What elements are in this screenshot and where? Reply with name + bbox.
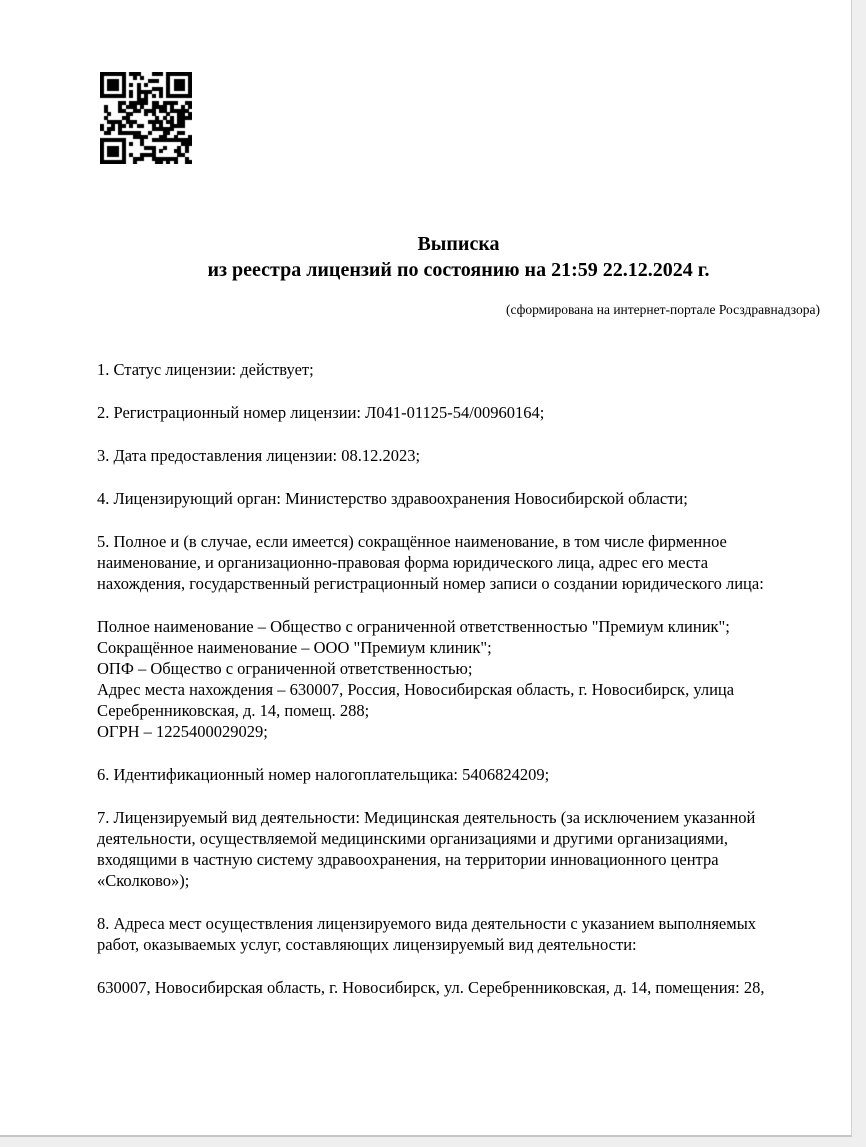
document-body: [97, 359, 809, 1020]
text-line: ОГРН – 1225400029029;: [97, 722, 268, 741]
paragraph: [97, 402, 809, 423]
text-line: 6. Идентификационный номер налогоплательщика: 5406824209;: [97, 765, 550, 784]
text-line: Адрес места нахождения – 630007, Россия, Новосибирская область, г. Новосибирск, улица: [97, 680, 735, 699]
text-line: входящими в частную систему здравоохранения, на территории инновационного центра: [97, 850, 719, 869]
paragraph: [97, 359, 809, 380]
qr-code: [100, 72, 192, 164]
text-line: «Сколково»);: [97, 871, 190, 890]
paragraph: [97, 913, 809, 955]
document-subtitle: (сформирована на интернет-портале Росздравнадзора): [505, 302, 820, 317]
paragraph: [97, 531, 809, 594]
paragraph: [97, 807, 809, 891]
text-line: 2. Регистрационный номер лицензии: Л041-01125-54/00960164;: [97, 403, 545, 422]
paragraph: [97, 616, 809, 742]
paragraph: [97, 764, 809, 785]
text-line: деятельности, осуществляемой медицинскими организациями и другими организациями,: [97, 829, 728, 848]
text-line: наименование, и организационно-правовая форма юридического лица, адрес его места: [97, 553, 709, 572]
paragraph: [97, 488, 809, 509]
text-line: 7. Лицензируемый вид деятельности: Медицинская деятельность (за исключением указанной: [97, 808, 756, 827]
text-line: 1. Статус лицензии: действует;: [97, 360, 314, 379]
text-line: 3. Дата предоставления лицензии: 08.12.2023;: [97, 446, 421, 465]
paragraph: [97, 977, 809, 998]
text-line: Сокращённое наименование – ООО "Премиум клиник";: [97, 638, 492, 657]
text-line: Полное наименование – Общество с ограниченной ответственностью "Премиум клиник";: [97, 617, 730, 636]
document-title: [97, 231, 820, 283]
text-line: ОПФ – Общество с ограниченной ответственностью;: [97, 659, 473, 678]
text-line: 630007, Новосибирская область, г. Новосибирск, ул. Серебренниковская, д. 14, помещения: 28,: [97, 978, 765, 997]
paragraph: [97, 445, 809, 466]
text-line: 8. Адреса мест осуществления лицензируемого вида деятельности с указанием выполняемых: [97, 914, 757, 933]
text-line: работ, оказываемых услуг, составляющих лицензируемый вид деятельности:: [97, 935, 637, 954]
title-line-1: Выписка: [417, 233, 500, 255]
title-line-2: из реестра лицензий по состоянию на 21:59 22.12.2024 г.: [207, 259, 710, 281]
text-line: 5. Полное и (в случае, если имеется) сокращённое наименование, в том числе фирменное: [97, 532, 727, 551]
text-line: 4. Лицензирующий орган: Министерство здравоохранения Новосибирской области;: [97, 489, 688, 508]
text-line: нахождения, государственный регистрационный номер записи о создании юридического лица:: [97, 574, 764, 593]
text-line: Серебренниковская, д. 14, помещ. 288;: [97, 701, 370, 720]
